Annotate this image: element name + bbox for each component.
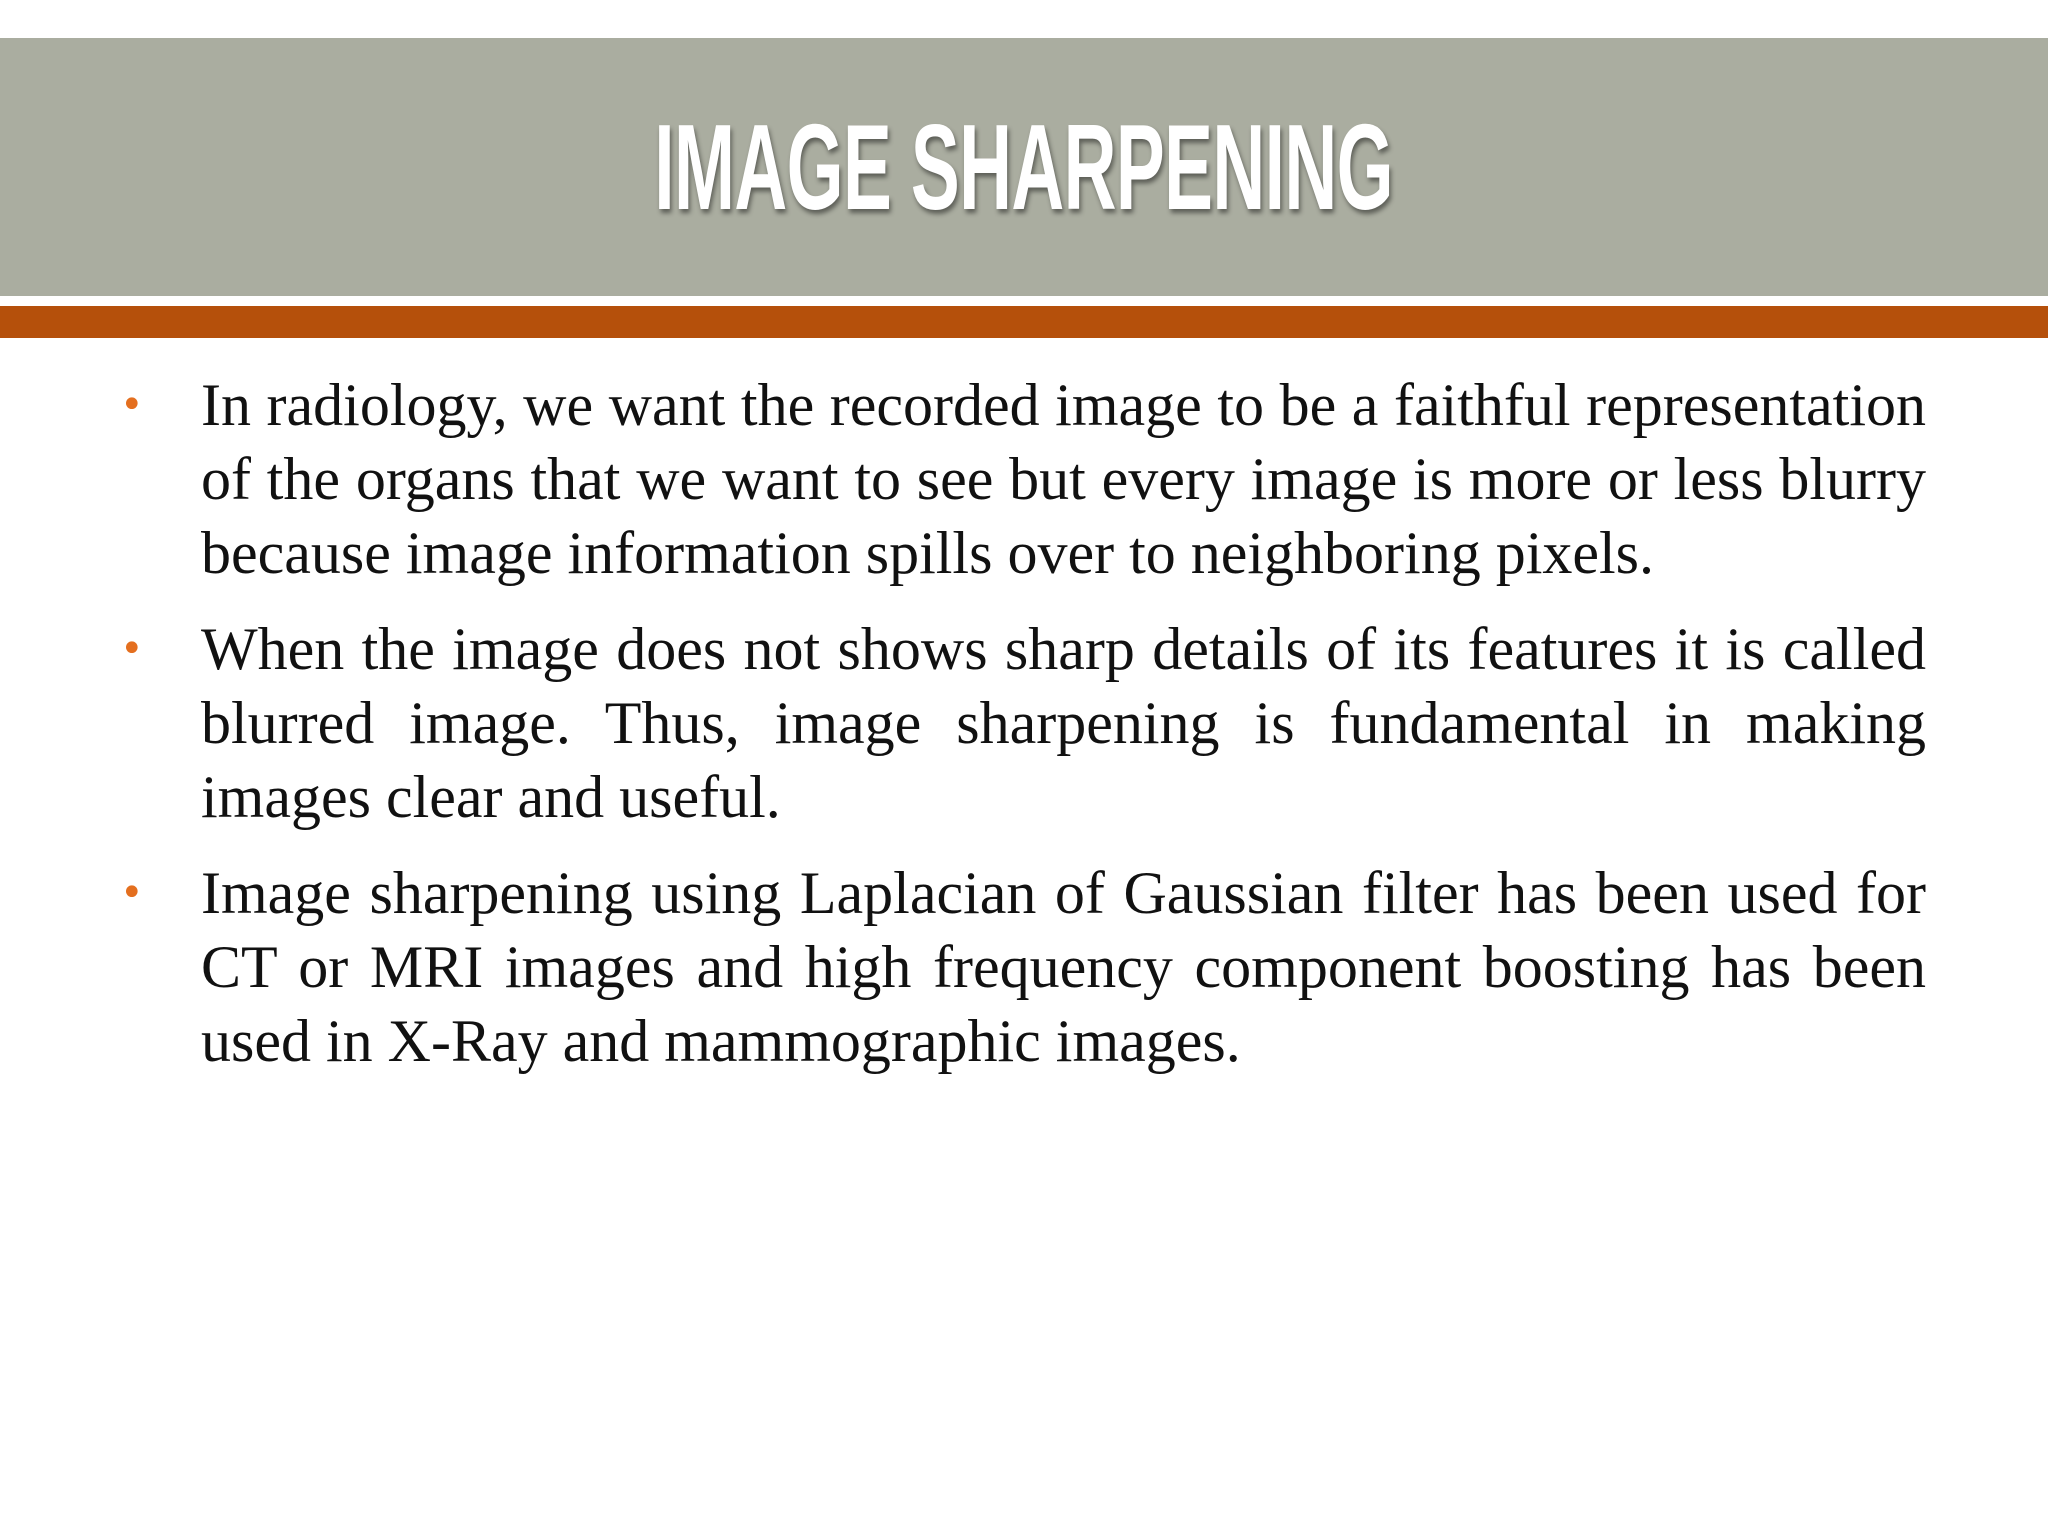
bullet-text: When the image does not shows sharp details of its features it is called blurred image. Thus, image sharpening is fundamental in making images clear and useful. (201, 616, 1926, 830)
title-band (0, 38, 2048, 296)
bullet-icon: • (120, 870, 144, 916)
bullet-item (120, 612, 1926, 834)
slide-content (120, 368, 1926, 1100)
accent-stripe (0, 306, 2048, 338)
bullet-icon: • (120, 626, 144, 672)
bullet-text: In radiology, we want the recorded image to be a faithful representation of the organs that we want to see but every image is more or less blurry because image information spills over to neighboring pixels. (201, 372, 1926, 586)
bullet-item (120, 856, 1926, 1078)
bullet-text: Image sharpening using Laplacian of Gaussian filter has been used for CT or MRI images and high frequency component boosting has been used in X-Ray and mammographic images. (201, 860, 1926, 1074)
slide-title: IMAGE SHARPENING (654, 99, 1394, 235)
bullet-icon: • (120, 382, 144, 428)
bullet-item (120, 368, 1926, 590)
bullet-list (120, 368, 1926, 1078)
